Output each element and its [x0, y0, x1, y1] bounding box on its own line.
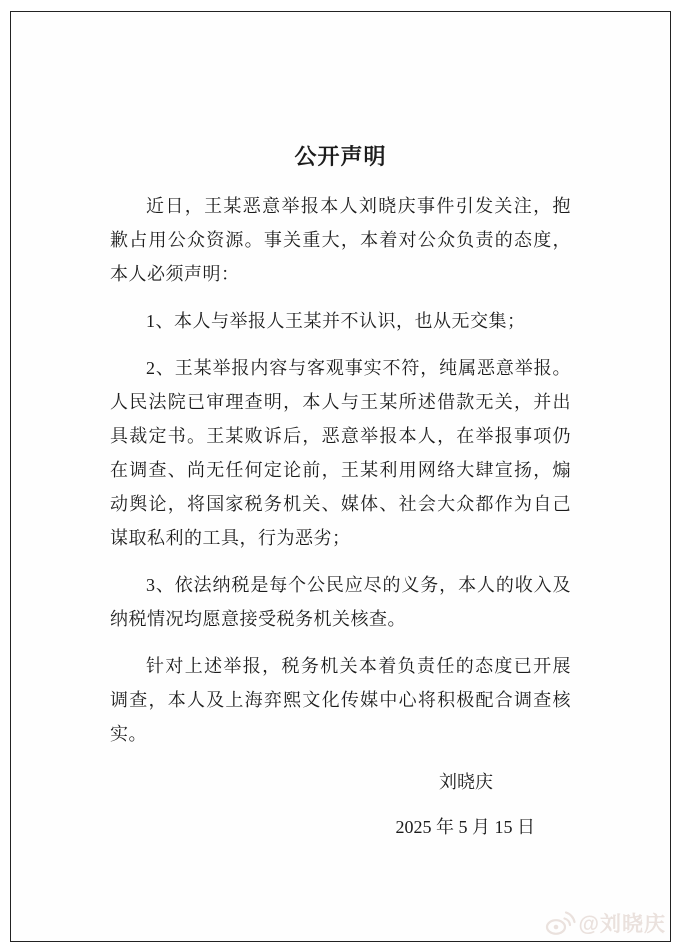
statement-item-1: 1、本人与举报人王某并不认识，也从无交集；	[146, 311, 526, 331]
watermark-text: @刘晓庆	[578, 913, 666, 936]
document-title: 公开声明	[294, 144, 387, 169]
closing-paragraph: 针对上述举报，税务机关本着负责任的态度已开展调查，本人及上海弈熙文化传媒中心将积极配合调查核实。	[110, 656, 571, 744]
signature: 刘晓庆	[439, 772, 493, 792]
statement-document	[110, 140, 571, 844]
intro-paragraph: 近日，王某恶意举报本人刘晓庆事件引发关注，抱歉占用公众资源。事关重大，本着对公众负责的态度，本人必须声明：	[110, 196, 571, 284]
document-date: 2025 年 5 月 15 日	[395, 817, 535, 837]
weibo-logo-icon	[544, 910, 576, 936]
watermark	[544, 908, 666, 938]
statement-item-3: 3、依法纳税是每个公民应尽的义务，本人的收入及纳税情况均愿意接受税务机关核查。	[110, 575, 571, 629]
signature-block	[110, 765, 571, 844]
statement-item-2: 2、王某举报内容与客观事实不符，纯属恶意举报。人民法院已审理查明，本人与王某所述借款无关，并出具裁定书。王某败诉后，恶意举报本人，在举报事项仍在调查、尚无任何定论前，王某利用网络大肆宣扬，煽动舆论，将国家税务机关、媒体、社会大众都作为自己谋取私利的工具，行为恶劣；	[110, 358, 571, 548]
